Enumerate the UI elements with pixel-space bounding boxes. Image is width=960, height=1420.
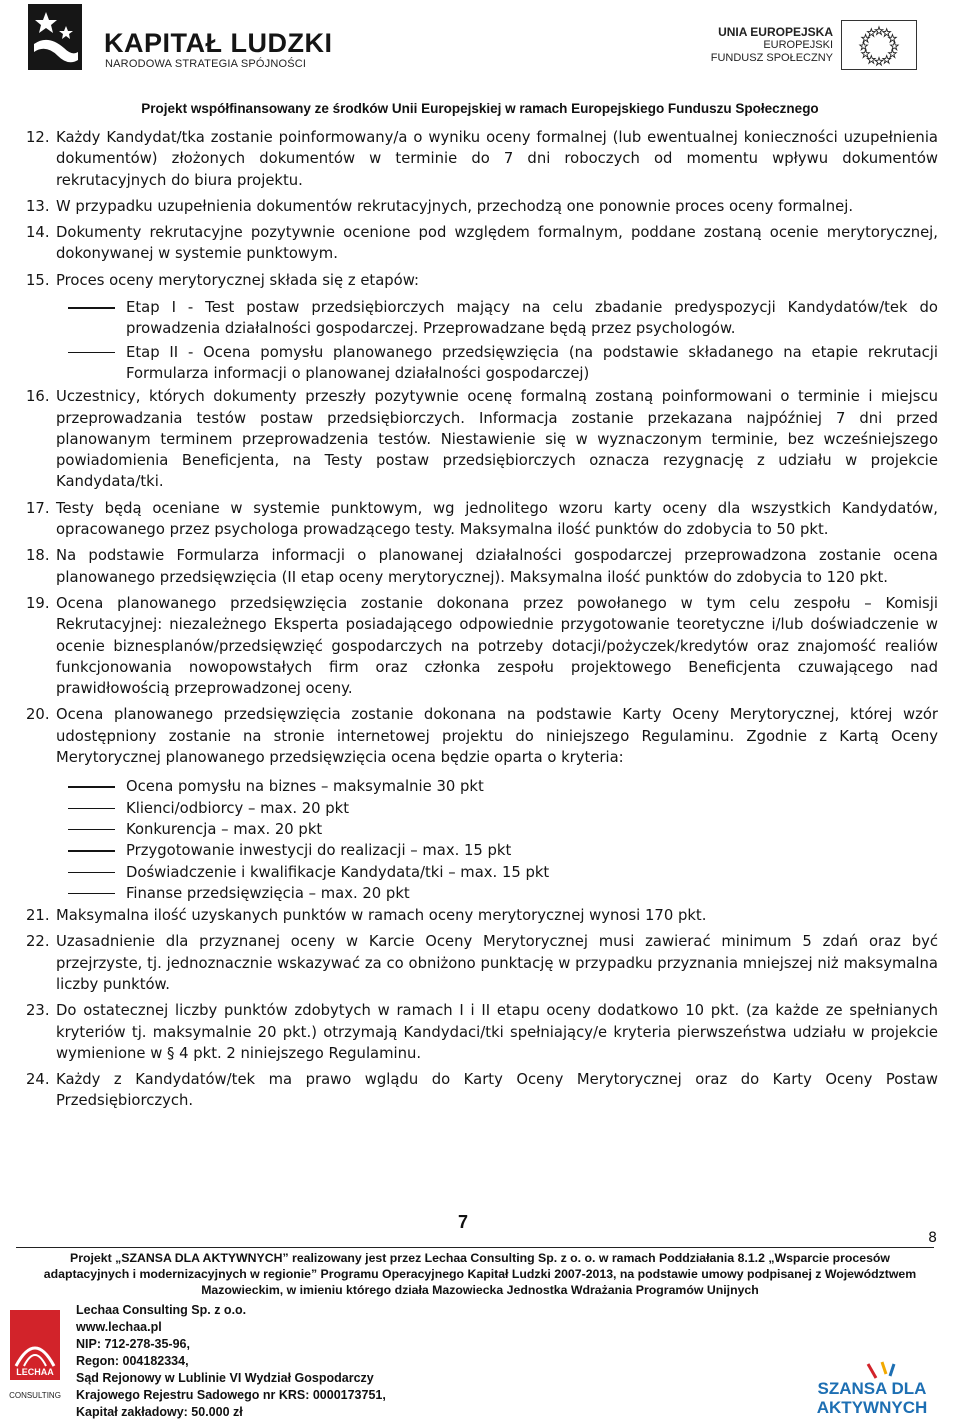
item-number: 24.	[26, 1071, 50, 1089]
sda-logo-line1: SZANSA DLA	[817, 1379, 927, 1398]
criterion-text: Klienci/odbiorcy – max. 20 pkt	[126, 799, 350, 817]
company-krs: Krajowego Rejestru Sadowego nr KRS: 0000173751,	[76, 1388, 386, 1402]
list-item	[26, 196, 938, 217]
eu-label-line1: UNIA EUROPEJSKA	[718, 25, 833, 39]
item-number: 12.	[26, 129, 50, 146]
criterion-text: Konkurencja – max. 20 pkt	[126, 820, 323, 838]
eu-flag-icon	[841, 20, 917, 70]
list-item	[26, 593, 938, 699]
list-item	[26, 1000, 938, 1064]
lechaa-logo	[6, 1308, 64, 1403]
list-item	[26, 931, 938, 995]
item-text: Testy będą oceniane w systemie punktowym, wg jednolitego wzoru karty oceny dla wszystkich Kandydatów, opracowanego przez psychologa prowadzącego testy. Maksymalna ilość punktów do zdobycia to 50 pkt.	[56, 499, 938, 539]
szansa-dla-aktywnych-logo	[810, 1360, 934, 1416]
dash-bullet	[68, 850, 115, 852]
dash-bullet	[68, 872, 115, 874]
stage-item	[26, 342, 938, 385]
item-number: 23.	[26, 1002, 50, 1020]
item-number: 19.	[26, 594, 50, 612]
item-text: Na podstawie Formularza informacji o planowanej działalności gospodarczej przeprowadzona zostanie ocena planowanego przedsięwzięcia (II etap oceny merytorycznej). Maksymalna ilość punktów do zdobycia to 120 pkt.	[56, 547, 938, 586]
page-number: 7	[458, 1212, 469, 1232]
logo-title: KAPITAŁ LUDZKI	[104, 28, 333, 58]
lechaa-logo-sub: CONSULTING	[9, 1391, 61, 1400]
dash-bullet	[68, 786, 115, 788]
criterion-text: Finanse przedsięwzięcia – max. 20 pkt	[126, 884, 410, 902]
list-item	[26, 545, 938, 588]
item-text: Uczestnicy, których dokumenty przeszły pozytywnie ocenę formalną zostaną poinformowani o terminie i miejscu przeprowadzania testów postaw przedsiębiorczych. Informacja zostanie przekazana najpóźniej 7 dni przed planowanym terminem przeprowadzenia testów. Niestawienie się w wyznaczonym terminie, bez wcześniejszego powiadomienia Beneficjenta, na Testy postaw przedsiębiorczych oznacza rezygnację z udziału w projekcie Kandydata/tki.	[56, 388, 938, 491]
list-item	[26, 222, 938, 265]
dash-bullet	[68, 808, 115, 810]
item-text: Maksymalna ilość uzyskanych punktów w ramach oceny merytorycznej wynosi 170 pkt.	[56, 907, 707, 925]
sda-logo-line2: AKTYWNYCH	[816, 1398, 928, 1416]
regulation-body	[26, 127, 938, 1117]
item-text: Do ostatecznej liczby punktów zdobytych w ramach I i II etapu oceny dodatkowo 10 pkt. (za każde ze spełnianych kryteriów tj. maksymalnie 20 pkt.) otrzymają Kandydaci/tki spełniający/e kryteria pierwszeństwa udziału w projekcie wymienione w § 4 pkt. 2 niniejszego Regulaminu.	[56, 1002, 938, 1062]
company-capital: Kapitał zakładowy: 50.000 zł	[76, 1405, 243, 1419]
eu-label	[711, 26, 833, 65]
eu-label-line2: EUROPEJSKI	[763, 39, 833, 51]
dash-bullet	[68, 352, 115, 354]
page-header	[0, 0, 960, 122]
logo-subtitle: NARODOWA STRATEGIA SPÓJNOŚCI	[105, 58, 307, 70]
criterion-item	[26, 819, 938, 840]
criterion-text: Przygotowanie inwestycji do realizacji – max. 15 pkt	[126, 842, 512, 860]
list-item	[26, 127, 938, 191]
footer-divider	[16, 1247, 934, 1248]
criterion-item	[26, 776, 938, 797]
stage-item	[26, 297, 938, 340]
company-court: Sąd Rejonowy w Lublinie VI Wydział Gospodarczy	[76, 1371, 374, 1385]
item-number: 14.	[26, 224, 50, 242]
item-text: Dokumenty rekrutacyjne pozytywnie ocenione pod względem formalnym, poddane zostaną ocenie merytorycznej, dokonywanej w systemie punktowym.	[56, 224, 938, 263]
company-regon: Regon: 004182334,	[76, 1354, 189, 1368]
criterion-item	[26, 840, 938, 861]
item-text: W przypadku uzupełnienia dokumentów rekrutacyjnych, przechodzą one ponownie proces oceny formalnej.	[56, 197, 854, 215]
item-number: 17.	[26, 499, 50, 517]
list-item	[26, 905, 938, 926]
list-item	[26, 704, 938, 768]
list-item	[26, 498, 938, 541]
item-number: 22.	[26, 933, 50, 951]
page-number-corner: 8	[928, 1230, 937, 1246]
list-item	[26, 386, 938, 492]
criterion-item	[26, 798, 938, 819]
criterion-text: Ocena pomysłu na biznes – maksymalnie 30 pkt	[126, 778, 484, 796]
company-website: www.lechaa.pl	[76, 1320, 162, 1334]
dash-bullet	[68, 829, 115, 831]
company-name: Lechaa Consulting Sp. z o.o.	[76, 1303, 247, 1317]
item-number: 16.	[26, 388, 50, 406]
item-number: 20.	[26, 706, 50, 724]
item-number: 15.	[26, 271, 50, 289]
kapital-ludzki-logo	[28, 4, 82, 70]
item-number: 13.	[26, 197, 50, 215]
company-info	[76, 1302, 386, 1420]
company-nip: NIP: 712-278-35-96,	[76, 1337, 190, 1351]
item-text: Proces oceny merytorycznej składa się z etapów:	[56, 271, 420, 289]
item-text: Uzasadnienie dla przyznanej oceny w Karcie Oceny Merytorycznej musi zawierać minimum 5 zdań oraz być przejrzyste, tj. jednoznacznie wskazywać za co obniżono punktację w przypadku przyznania mniejszej niż maksymalna liczby punktów.	[56, 933, 938, 993]
dash-bullet	[68, 893, 115, 895]
criterion-item	[26, 862, 938, 883]
criterion-item	[26, 883, 938, 904]
item-text: Ocena planowanego przedsięwzięcia zostanie dokonana przez powołanego w tym celu zespołu – Komisji Rekrutacyjnej: niezależnego Eksperta posiadającego odpowiednie przygotowanie teoretyczne i/lub doświadczenie w ocenie biznesplanów/przedsięwzięć gospodarczych na potrzeby dotacji/pożyczek/kredytów oraz znajomość realiów funkcjonowania nowopowstałych firm oraz członka zespołu projektowego Beneficjenta czuwającego nad prawidłowością przeprowadzonej oceny.	[56, 594, 938, 698]
list-item	[26, 270, 938, 291]
criterion-text: Doświadczenie i kwalifikacje Kandydata/tki – max. 15 pkt	[126, 863, 550, 881]
lechaa-logo-name: LECHAA	[16, 1367, 54, 1377]
item-text: Każdy Kandydat/tka zostanie poinformowany/a o wyniku oceny formalnej (lub ewentualnej konieczności uzupełnienia dokumentów) złożonych dokumentów w terminie do 7 dni roboczych od momentu wpływu dokumentów rekrutacyjnych do biura projektu.	[56, 129, 938, 189]
footer-project-statement: Projekt „SZANSA DLA AKTYWNYCH” realizowany jest przez Lechaa Consulting Sp. z o. o. w ramach Poddziałania 8.1.2 „Wsparcie procesów adaptacyjnych i modernizacyjnych w regionie” Programu Operacyjnego Kapitał Ludzki 2007-2013, na podstawie umowy podpisanej z Województwem Mazowieckim, w imieniu którego działa Mazowiecka Jednostka Wdrażania Programów Unijnych	[43, 1251, 917, 1297]
item-text: Ocena planowanego przedsięwzięcia zostanie dokonana na podstawie Karty Oceny Merytorycznej, której wzór udostępniony zostanie na stronie internetowej projektu do niniejszego Regulaminu. Zgodnie z Kartą Oceny Merytorycznej planowanego przedsięwzięcia ocena będzie oparta o kryteria:	[56, 706, 938, 767]
list-item	[26, 1069, 938, 1112]
stage-text: Etap II - Ocena pomysłu planowanego przedsięwzięcia (na podstawie składanego na etapie rekrutacji Formularza informacji o planowanej działalności gospodarczej)	[126, 343, 938, 382]
item-number: 21.	[26, 907, 50, 925]
item-text: Każdy z Kandydatów/tek ma prawo wglądu do Karty Oceny Merytorycznej oraz do Karty Oceny Postaw Przedsiębiorczych.	[56, 1071, 938, 1110]
eu-label-line3: FUNDUSZ SPOŁECZNY	[710, 52, 833, 64]
cofinancing-statement: Projekt współfinansowany ze środków Unii Europejskiej w ramach Europejskiego Funduszu Społecznego	[141, 101, 819, 116]
item-number: 18.	[26, 547, 50, 565]
dash-bullet	[68, 307, 115, 309]
stage-text: Etap I - Test postaw przedsiębiorczych mający na celu zbadanie predyspozycji Kandydatów/tek do prowadzenia działalności gospodarczej. Przeprowadzane będą przez psychologów.	[126, 299, 938, 338]
